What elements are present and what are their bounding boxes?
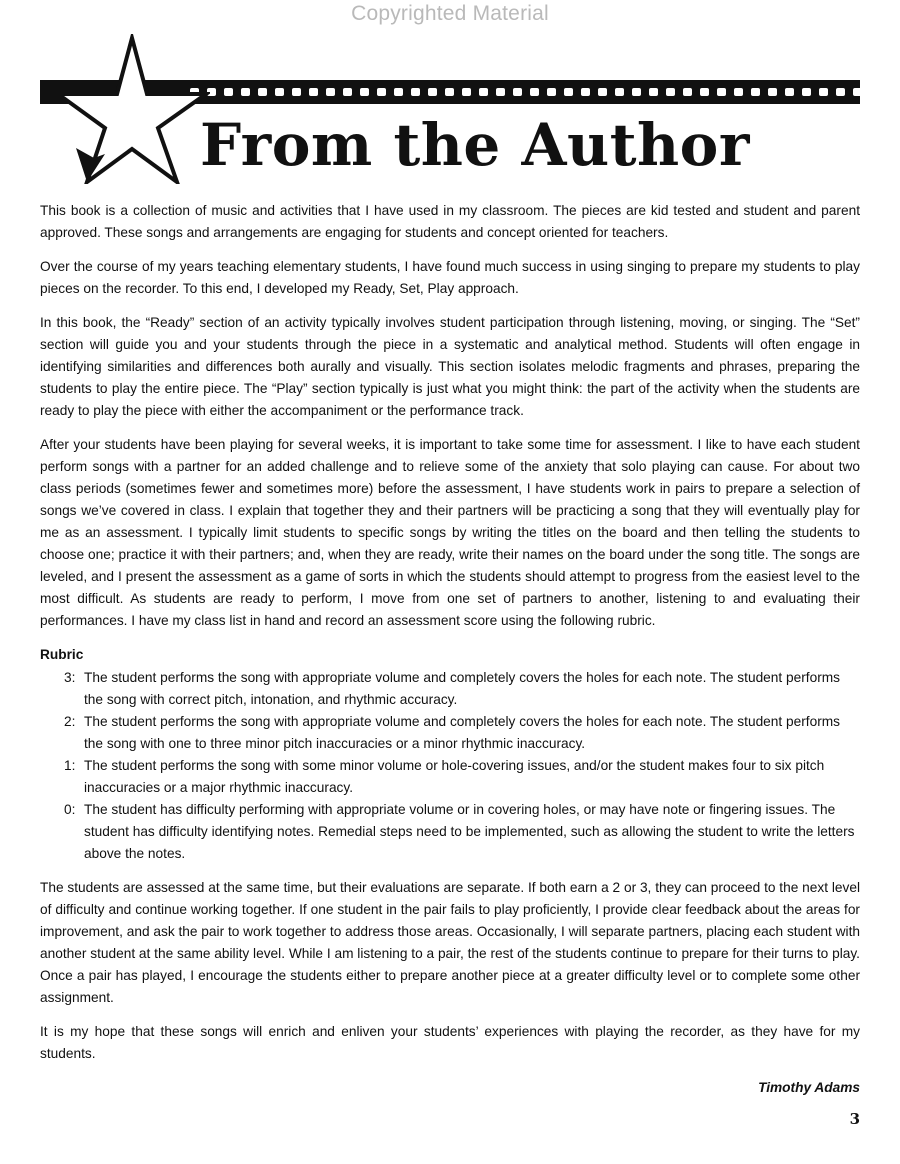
perforation-dot bbox=[258, 88, 267, 96]
perforation-dot bbox=[462, 88, 471, 96]
assessment-paragraph: After your students have been playing for several weeks, it is important to take some time for assessment. I like to have each student perform songs with a partner for an added challenge and to relieve some of the anxiety that solo playing can cause. For about two class periods (sometimes fewer and sometimes more) before the assessment, I have students work in pairs to prepare a selection of songs we’ve covered in class. I explain that together they and their partners will be practicing a song that they will eventually play for me as an assessment. I typically limit students to specific songs by writing the titles on the board and then telling the students to choose one; practice it with their partners; and, when they are ready, write their names on the board under the song title. The songs are leveled, and I present the assessment as a game of sorts in which the students should attempt to progress from the easiest level to the most difficult. As students are ready to perform, I move from one set of partners to another, listening to and evaluating their performances. I have my class list in hand and record an assessment score using the following rubric. bbox=[40, 437, 860, 628]
perforation-dot bbox=[836, 88, 845, 96]
perforation-dot bbox=[717, 88, 726, 96]
perforation-dot bbox=[615, 88, 624, 96]
perforation-dot bbox=[343, 88, 352, 96]
perforation-dot bbox=[309, 88, 318, 96]
perforation-dot bbox=[530, 88, 539, 96]
rubric-item bbox=[64, 711, 860, 755]
perforation-dot bbox=[513, 88, 522, 96]
closing-paragraph: It is my hope that these songs will enrich and enliven your students’ experiences with playing the recorder, as they have for my students. bbox=[40, 1024, 860, 1061]
perforation-dot bbox=[734, 88, 743, 96]
perforation-dot bbox=[683, 88, 692, 96]
sections-paragraph: In this book, the “Ready” section of an activity typically involves student participation through listening, moving, or singing. The “Set” section will guide you and your students through the piece in a systematic and analytical method. Students will often engage in identifying similarities and differences both aurally and visually. This section isolates melodic fragments and phrases, preparing the students to play the entire piece. The “Play” section typically is just what you might think: the part of the activity when the students are ready to play the piece with either the accompaniment or the performance track. bbox=[40, 315, 860, 418]
page-number: 3 bbox=[849, 1110, 860, 1128]
perforation-dot bbox=[649, 88, 658, 96]
article-body bbox=[40, 200, 860, 1111]
perforation-dot bbox=[479, 88, 488, 96]
perforation-dot bbox=[360, 88, 369, 96]
perforation-dot bbox=[819, 88, 828, 96]
perforation-dot bbox=[768, 88, 777, 96]
perforation-dot bbox=[547, 88, 556, 96]
perforation-dot bbox=[496, 88, 505, 96]
rubric-list bbox=[40, 667, 860, 865]
rubric-item bbox=[64, 667, 860, 711]
perforation-dot bbox=[785, 88, 794, 96]
perforation-dot bbox=[326, 88, 335, 96]
intro-paragraph: This book is a collection of music and activities that I have used in my classroom. The pieces are kid tested and student and parent approved. These songs and arrangements are engaging for students and concept oriented for teachers. bbox=[40, 203, 860, 240]
rubric-description: The student performs the song with some minor volume or hole-covering issues, and/or the student makes four to six pitch inaccuracies or a major rhythmic inaccuracy. bbox=[84, 758, 825, 795]
perforation-dot bbox=[292, 88, 301, 96]
rubric-score: 0: bbox=[64, 802, 76, 817]
rubric-description: The student performs the song with appropriate volume and completely covers the holes for each note. The student performs the song with one to three minor pitch inaccuracies or a minor rhythmic inaccuracy. bbox=[84, 714, 841, 751]
page-title: From the Author bbox=[200, 111, 750, 179]
approach-paragraph: Over the course of my years teaching elementary students, I have found much success in using singing to prepare my students to play pieces on the recorder. To this end, I developed my Ready, Set, Play approach. bbox=[40, 259, 860, 296]
evaluation-paragraph: The students are assessed at the same time, but their evaluations are separate. If both earn a 2 or 3, they can proceed to the next level of difficulty and continue working together. If one student in the pair fails to play proficiently, I provide clear feedback about the areas for improvement, and ask the pair to work together to address those areas. Occasionally, I will separate partners, placing each student with another student at the same ability level. While I am listening to a pair, the rest of the students continue to prepare for their turns to play. Once a pair has played, I encourage the students either to prepare another piece at a greater difficulty level or to complete some other assignment. bbox=[40, 880, 860, 1005]
star-icon bbox=[60, 34, 210, 184]
rubric-description: The student performs the song with appropriate volume and completely covers the holes for each note. The student performs the song with correct pitch, intonation, and rhythmic accuracy. bbox=[84, 670, 841, 707]
perforation-dot bbox=[275, 88, 284, 96]
perforation-dot bbox=[666, 88, 675, 96]
rubric-score: 2: bbox=[64, 714, 76, 729]
perforation-dot bbox=[377, 88, 386, 96]
rubric-description: The student has difficulty performing with appropriate volume or in covering holes, or may have note or fingering issues. The student has difficulty identifying notes. Remedial steps need to be implemented, such as allowing the student to write the letters above the notes. bbox=[84, 802, 855, 861]
perforation-dot bbox=[853, 88, 860, 96]
perforation-dot bbox=[445, 88, 454, 96]
perforation-dot bbox=[700, 88, 709, 96]
perforation-dot bbox=[428, 88, 437, 96]
filmstrip-perforations bbox=[190, 88, 860, 96]
perforation-dot bbox=[564, 88, 573, 96]
rubric-score: 1: bbox=[64, 758, 76, 773]
perforation-dot bbox=[241, 88, 250, 96]
perforation-dot bbox=[224, 88, 233, 96]
perforation-dot bbox=[411, 88, 420, 96]
author-signature: Timothy Adams bbox=[758, 1080, 860, 1095]
perforation-dot bbox=[598, 88, 607, 96]
rubric-item bbox=[64, 755, 860, 799]
rubric-heading: Rubric bbox=[40, 647, 84, 662]
perforation-dot bbox=[394, 88, 403, 96]
rubric-score: 3: bbox=[64, 670, 76, 685]
perforation-dot bbox=[632, 88, 641, 96]
perforation-dot bbox=[581, 88, 590, 96]
copyright-watermark: Copyrighted Material bbox=[351, 2, 549, 25]
rubric-item bbox=[64, 799, 860, 865]
perforation-dot bbox=[802, 88, 811, 96]
perforation-dot bbox=[751, 88, 760, 96]
